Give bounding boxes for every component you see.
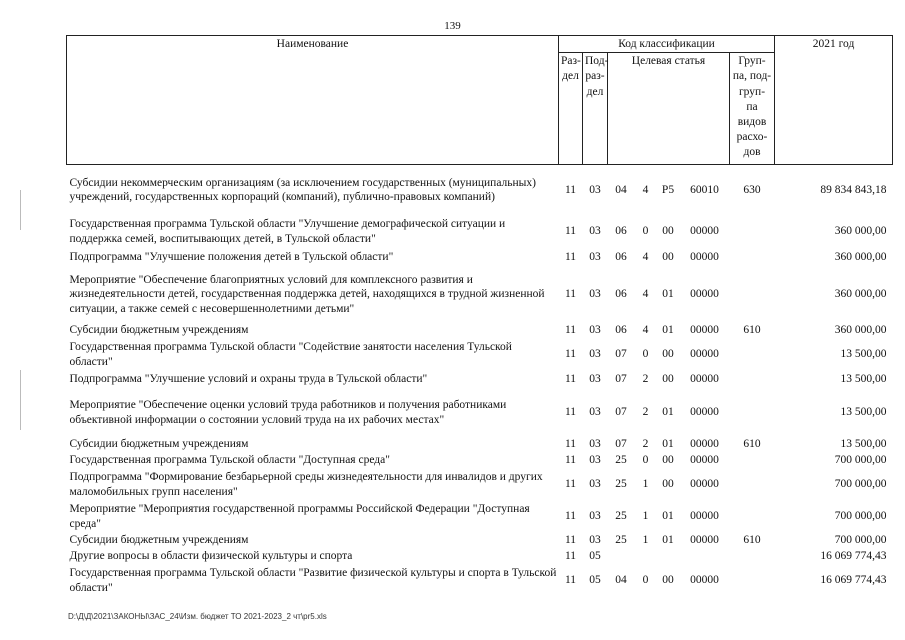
row-direction-code: 00000 bbox=[690, 251, 719, 264]
row-name: Субсидии бюджетным учреждениям bbox=[69, 324, 249, 337]
row-event-code: 00 bbox=[662, 478, 674, 491]
row-program-code: 06 bbox=[615, 251, 627, 264]
row-direction-code: 00000 bbox=[690, 373, 719, 386]
row-subsection: 03 bbox=[589, 225, 601, 238]
row-program-code: 04 bbox=[615, 183, 627, 196]
row-event-code bbox=[657, 549, 680, 565]
row-amount: 700 000,00 bbox=[834, 454, 887, 467]
header-expense-type-line: видов bbox=[737, 115, 767, 128]
row-subprogram-code: 1 bbox=[642, 534, 649, 547]
row-section: 11 bbox=[564, 574, 577, 587]
row-event-code: 00 bbox=[662, 574, 674, 587]
table-row bbox=[67, 469, 893, 501]
row-subsection: 03 bbox=[589, 288, 601, 301]
row-program-code: 07 bbox=[615, 348, 627, 361]
row-subsection: 05 bbox=[589, 574, 601, 587]
row-direction-code: 00000 bbox=[690, 454, 719, 467]
row-amount: 13 500,00 bbox=[840, 348, 887, 361]
row-expense-type: 610 bbox=[743, 534, 761, 547]
row-section: 11 bbox=[564, 183, 577, 196]
row-section: 11 bbox=[564, 454, 577, 467]
row-name: Государственная программа Тульской области "Содействие занятости населения Тульской области" bbox=[69, 341, 512, 368]
row-subprogram-code: 0 bbox=[642, 225, 649, 238]
header-section-line: Раз- bbox=[561, 55, 581, 68]
row-section: 11 bbox=[564, 550, 577, 563]
row-subsection: 05 bbox=[589, 550, 601, 563]
row-section: 11 bbox=[564, 534, 577, 547]
row-direction-code: 00000 bbox=[690, 534, 719, 547]
table-row bbox=[67, 437, 893, 453]
row-amount: 16 069 774,43 bbox=[820, 574, 887, 587]
row-direction-code: 60010 bbox=[690, 183, 719, 196]
row-name: Субсидии бюджетным учреждениям bbox=[69, 534, 249, 547]
header-section-line: дел bbox=[562, 70, 579, 83]
header-target-article: Целевая статья bbox=[608, 53, 730, 165]
row-subsection: 03 bbox=[589, 324, 601, 337]
row-event-code: 01 bbox=[662, 510, 674, 523]
row-event-code: 01 bbox=[662, 324, 674, 337]
row-expense-type bbox=[730, 453, 775, 469]
row-direction-code: 00000 bbox=[690, 348, 719, 361]
margin-mark bbox=[20, 190, 21, 230]
row-name: Субсидии некоммерческим организациям (за исключением государственных (муниципальных) учреждений, государственных корпораций (компаний), публично-правовых компаний) bbox=[69, 176, 536, 203]
row-subsection: 03 bbox=[589, 183, 601, 196]
row-amount: 16 069 774,43 bbox=[820, 550, 887, 563]
row-name: Подпрограмма "Улучшение условий и охраны труда в Тульской области" bbox=[69, 373, 428, 386]
row-subprogram-code: 2 bbox=[642, 406, 649, 419]
row-direction-code: 00000 bbox=[690, 478, 719, 491]
table-row bbox=[67, 323, 893, 339]
table-row bbox=[67, 533, 893, 549]
row-program-code: 25 bbox=[615, 454, 627, 467]
row-name: Субсидии бюджетным учреждениям bbox=[69, 438, 249, 451]
row-section: 11 bbox=[564, 324, 577, 337]
row-name: Другие вопросы в области физической культуры и спорта bbox=[69, 550, 353, 563]
header-subsection-line: раз- bbox=[585, 70, 605, 83]
row-subprogram-code bbox=[635, 549, 657, 565]
row-amount: 13 500,00 bbox=[840, 406, 887, 419]
table-row bbox=[67, 371, 893, 389]
row-expense-type bbox=[730, 501, 775, 533]
budget-body bbox=[67, 165, 893, 597]
table-row bbox=[67, 389, 893, 437]
header-expense-type-line: Груп- bbox=[738, 55, 766, 68]
row-name: Государственная программа Тульской области "Доступная среда" bbox=[69, 454, 390, 467]
row-direction-code: 00000 bbox=[690, 288, 719, 301]
row-subsection: 03 bbox=[589, 348, 601, 361]
row-program-code: 06 bbox=[615, 288, 627, 301]
row-subprogram-code: 2 bbox=[642, 373, 649, 386]
row-expense-type: 630 bbox=[743, 183, 761, 196]
row-expense-type bbox=[730, 389, 775, 437]
row-expense-type bbox=[730, 371, 775, 389]
row-expense-type: 610 bbox=[743, 438, 761, 451]
row-program-code: 25 bbox=[615, 478, 627, 491]
row-subsection: 03 bbox=[589, 510, 601, 523]
budget-table bbox=[66, 35, 893, 597]
row-section: 11 bbox=[564, 510, 577, 523]
row-section: 11 bbox=[564, 225, 577, 238]
table-row bbox=[67, 453, 893, 469]
header-subsection bbox=[583, 53, 608, 165]
header-name: Наименование bbox=[67, 36, 559, 165]
row-event-code: 00 bbox=[662, 373, 674, 386]
row-event-code: 00 bbox=[662, 348, 674, 361]
row-direction-code: 00000 bbox=[690, 324, 719, 337]
row-name: Государственная программа Тульской области "Развитие физической культуры и спорта в Тульской области" bbox=[69, 567, 557, 594]
row-direction-code: 00000 bbox=[690, 225, 719, 238]
table-row bbox=[67, 215, 893, 249]
row-event-code: 00 bbox=[662, 454, 674, 467]
row-name: Государственная программа Тульской области "Улучшение демографической ситуации и поддержка семей, воспитывающих детей, в Тульской области" bbox=[69, 218, 506, 245]
row-event-code: 01 bbox=[662, 288, 674, 301]
row-event-code: P5 bbox=[661, 183, 675, 196]
footer-file-path: D:\Д\Д\2021\ЗАКОНЫ\ЗАС_24\Изм. бюджет ТО 2021-2023_2 чт\pr5.xls bbox=[68, 612, 327, 621]
row-event-code: 01 bbox=[662, 534, 674, 547]
row-expense-type: 610 bbox=[743, 324, 761, 337]
row-direction-code bbox=[680, 549, 730, 565]
row-amount: 360 000,00 bbox=[834, 251, 887, 264]
row-subsection: 03 bbox=[589, 478, 601, 491]
table-row bbox=[67, 549, 893, 565]
row-subprogram-code: 2 bbox=[642, 438, 649, 451]
row-subsection: 03 bbox=[589, 454, 601, 467]
header-year: 2021 год bbox=[775, 36, 893, 165]
row-amount: 13 500,00 bbox=[840, 438, 887, 451]
header-expense-type-line: груп- bbox=[738, 85, 766, 98]
table-row bbox=[67, 267, 893, 323]
table-row bbox=[67, 165, 893, 215]
row-direction-code: 00000 bbox=[690, 574, 719, 587]
row-subsection: 03 bbox=[589, 406, 601, 419]
row-section: 11 bbox=[564, 478, 577, 491]
row-name: Подпрограмма "Улучшение положения детей в Тульской области" bbox=[69, 251, 394, 264]
row-amount: 89 834 843,18 bbox=[820, 183, 887, 196]
row-name: Подпрограмма "Формирование безбарьерной среды жизнедеятельности для инвалидов и других маломобильных групп населения" bbox=[69, 471, 543, 498]
table-row bbox=[67, 565, 893, 597]
row-amount: 360 000,00 bbox=[834, 288, 887, 301]
row-subprogram-code: 4 bbox=[642, 288, 649, 301]
row-program-code: 25 bbox=[615, 510, 627, 523]
header-expense-type-line: расхо- bbox=[736, 131, 768, 144]
header-expense-type-line: дов bbox=[743, 146, 761, 159]
row-subprogram-code: 4 bbox=[642, 324, 649, 337]
row-direction-code: 00000 bbox=[690, 406, 719, 419]
row-expense-type bbox=[730, 215, 775, 249]
row-amount: 700 000,00 bbox=[834, 510, 887, 523]
row-expense-type bbox=[730, 267, 775, 323]
table-row bbox=[67, 339, 893, 371]
row-subprogram-code: 1 bbox=[642, 510, 649, 523]
row-expense-type bbox=[730, 549, 775, 565]
row-expense-type bbox=[730, 249, 775, 267]
header-subsection-line: Под- bbox=[585, 55, 609, 68]
row-subsection: 03 bbox=[589, 373, 601, 386]
row-subsection: 03 bbox=[589, 251, 601, 264]
row-event-code: 00 bbox=[662, 225, 674, 238]
row-program-code: 06 bbox=[615, 324, 627, 337]
row-subprogram-code: 1 bbox=[642, 478, 649, 491]
page-number: 139 bbox=[444, 20, 461, 32]
row-amount: 700 000,00 bbox=[834, 478, 887, 491]
margin-mark bbox=[20, 370, 21, 430]
row-name: Мероприятие "Мероприятия государственной программы Российской Федерации "Доступная среда" bbox=[69, 503, 530, 530]
row-program-code bbox=[608, 549, 635, 565]
row-amount: 700 000,00 bbox=[834, 534, 887, 547]
row-subprogram-code: 0 bbox=[642, 454, 649, 467]
row-section: 11 bbox=[564, 438, 577, 451]
row-section: 11 bbox=[564, 406, 577, 419]
row-subsection: 03 bbox=[589, 438, 601, 451]
row-expense-type bbox=[730, 565, 775, 597]
row-expense-type bbox=[730, 339, 775, 371]
row-program-code: 07 bbox=[615, 373, 627, 386]
row-name: Мероприятие "Обеспечение оценки условий труда работников и получения работниками объективной информации о состоянии условий труда на их рабочих местах" bbox=[69, 399, 507, 426]
row-subsection: 03 bbox=[589, 534, 601, 547]
header-subsection-line: дел bbox=[586, 85, 604, 98]
row-section: 11 bbox=[564, 288, 577, 301]
row-direction-code: 00000 bbox=[690, 438, 719, 451]
header-code-group: Код классификации bbox=[559, 36, 775, 53]
row-amount: 360 000,00 bbox=[834, 324, 887, 337]
table-row bbox=[67, 249, 893, 267]
row-event-code: 01 bbox=[662, 406, 674, 419]
row-program-code: 06 bbox=[615, 225, 627, 238]
header-expense-type-line: па, под- bbox=[732, 70, 772, 83]
table-row bbox=[67, 501, 893, 533]
row-program-code: 07 bbox=[615, 406, 627, 419]
row-subprogram-code: 0 bbox=[642, 574, 649, 587]
row-program-code: 04 bbox=[615, 574, 627, 587]
row-program-code: 25 bbox=[615, 534, 627, 547]
header-section bbox=[559, 53, 583, 165]
row-direction-code: 00000 bbox=[690, 510, 719, 523]
header-expense-type-line: па bbox=[746, 100, 758, 113]
row-subprogram-code: 4 bbox=[642, 183, 649, 196]
row-event-code: 00 bbox=[662, 251, 674, 264]
row-section: 11 bbox=[564, 373, 577, 386]
row-section: 11 bbox=[564, 348, 577, 361]
header-expense-type bbox=[730, 53, 775, 165]
row-section: 11 bbox=[564, 251, 577, 264]
row-name: Мероприятие "Обеспечение благоприятных условий для комплексного развития и жизнедеятельности детей, государственная поддержка детей, находящихся в трудной жизненной ситуации, а также семей с несовершеннолетними детьми" bbox=[69, 274, 545, 315]
row-amount: 360 000,00 bbox=[834, 225, 887, 238]
row-event-code: 01 bbox=[662, 438, 674, 451]
row-program-code: 07 bbox=[615, 438, 627, 451]
row-expense-type bbox=[730, 469, 775, 501]
row-amount: 13 500,00 bbox=[840, 373, 887, 386]
row-subprogram-code: 4 bbox=[642, 251, 649, 264]
row-subprogram-code: 0 bbox=[642, 348, 649, 361]
